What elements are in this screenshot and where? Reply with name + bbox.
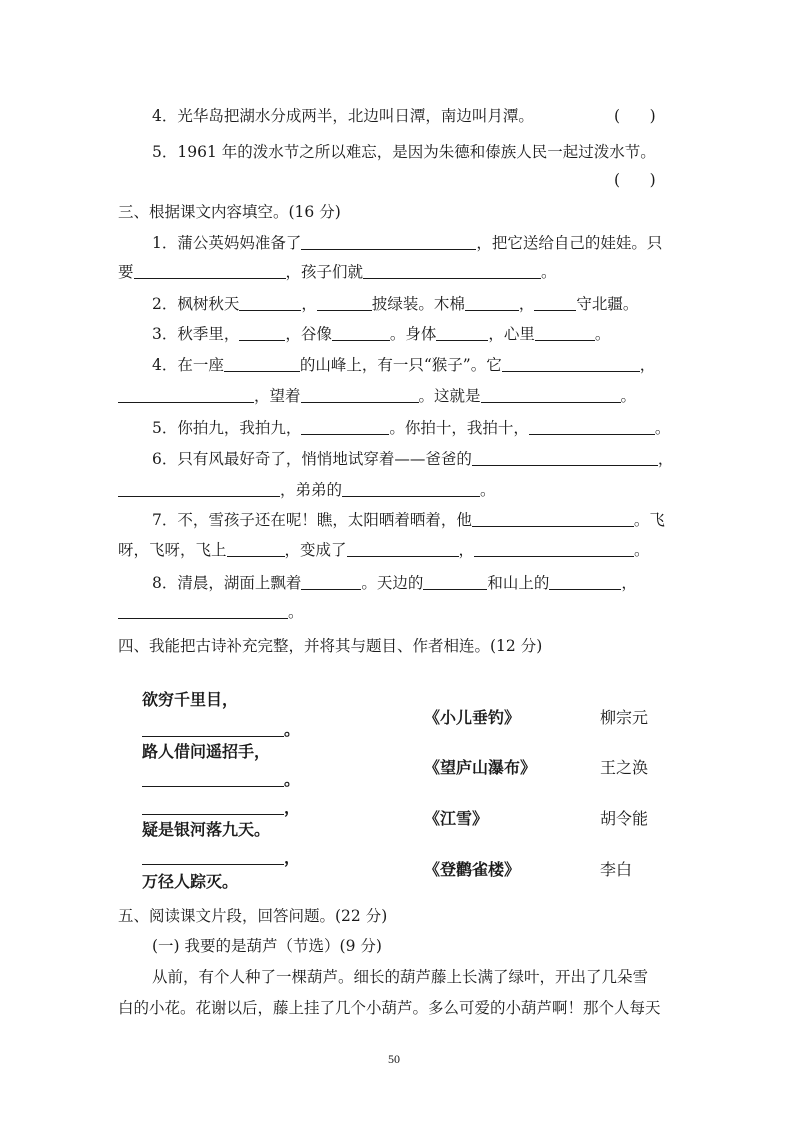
fill-q7-line2 — [118, 540, 650, 560]
blank[interactable] — [529, 419, 655, 435]
text: 。 — [594, 325, 611, 343]
blank[interactable] — [363, 263, 541, 279]
blank[interactable] — [534, 295, 576, 311]
judge-item-4: 4．光华岛把湖水分成两半，北边叫日潭，南边叫月潭。 — [152, 107, 534, 125]
text: ， — [657, 450, 674, 468]
text: 。 — [620, 387, 637, 405]
fill-q8-line1 — [152, 573, 637, 593]
page-number: 50 — [388, 1052, 400, 1066]
poem-title-3[interactable]: 《江雪》 — [424, 809, 489, 828]
blank[interactable] — [301, 234, 476, 250]
text: ，孩子们就 — [285, 263, 364, 281]
text: 要 — [118, 263, 134, 281]
blank[interactable] — [239, 325, 285, 341]
text: ，弟弟的 — [280, 481, 343, 499]
text: 。 — [284, 720, 301, 739]
poem-title-4[interactable]: 《登鹳雀楼》 — [424, 860, 521, 879]
text: 5．你拍九，我拍九， — [152, 419, 302, 437]
text: 6．只有风最好奇了，悄悄地试穿着——爸爸的 — [152, 450, 472, 468]
section3-title: 三、根据课文内容填空。(16 分) — [118, 203, 341, 221]
section5-title: 五、阅读课文片段，回答问题。(22 分) — [118, 907, 388, 925]
text: 4．在一座 — [152, 356, 224, 374]
blank[interactable] — [142, 850, 284, 865]
fill-q3 — [152, 324, 610, 344]
blank[interactable] — [134, 263, 286, 279]
text: 。你拍十，我拍十， — [389, 419, 529, 437]
text: 。飞 — [633, 511, 665, 529]
text: ， — [621, 574, 637, 592]
blank[interactable] — [332, 325, 390, 341]
blank[interactable] — [301, 574, 361, 590]
poem-line-2: 路人借问遥招手， — [142, 742, 271, 761]
poem-title-1[interactable]: 《小儿垂钓》 — [424, 708, 521, 727]
blank[interactable] — [535, 325, 595, 341]
blank[interactable] — [118, 481, 280, 497]
fill-q7-line1 — [152, 510, 665, 530]
blank[interactable] — [436, 325, 488, 341]
text: 。 — [541, 263, 557, 281]
blank[interactable] — [347, 541, 459, 557]
poem-author-3[interactable]: 胡令能 — [600, 809, 649, 828]
judge-item-5: 5．1961 年的泼水节之所以难忘，是因为朱德和傣族人民一起过泼水节。 — [152, 143, 656, 161]
blank[interactable] — [142, 800, 284, 815]
poem-blank-4 — [142, 848, 300, 868]
text: 。 — [480, 481, 496, 499]
text: ，变成了 — [284, 541, 347, 559]
fill-q6-line2 — [118, 480, 496, 500]
poem-author-4[interactable]: 李白 — [600, 860, 633, 879]
text: 和山上的 — [487, 574, 550, 592]
reading-paragraph-line-1: 从前，有个人种了一棵葫芦。细长的葫芦藤上长满了绿叶，开出了几朵雪 — [152, 968, 649, 986]
poem-author-2[interactable]: 王之涣 — [600, 758, 649, 777]
fill-q1-line2 — [118, 262, 557, 282]
fill-q2 — [152, 294, 638, 314]
blank[interactable] — [423, 574, 487, 590]
poem-blank-2 — [142, 770, 300, 790]
blank[interactable] — [227, 541, 285, 557]
poem-title-2[interactable]: 《望庐山瀑布》 — [424, 758, 537, 777]
text: 1．蒲公英妈妈准备了 — [152, 234, 302, 252]
text: ， — [639, 356, 656, 374]
blank[interactable] — [472, 511, 634, 527]
reading-subtitle: (一) 我要的是葫芦（节选）(9 分) — [152, 937, 382, 955]
text: 。身体 — [389, 325, 437, 343]
text: 。 — [634, 541, 650, 559]
text: ， — [284, 798, 301, 817]
answer-paren-5[interactable]: ( ) — [614, 171, 656, 189]
text: ， — [301, 295, 317, 313]
text: 守北疆。 — [576, 295, 639, 313]
text: 。 — [654, 419, 671, 437]
text: 呀，飞呀，飞上 — [118, 541, 227, 559]
blank[interactable] — [502, 356, 640, 372]
blank[interactable] — [142, 722, 284, 737]
poem-author-1[interactable]: 柳宗元 — [600, 708, 649, 727]
text: ，把它送给自己的娃娃。只 — [476, 234, 663, 252]
blank[interactable] — [549, 574, 621, 590]
poem-line-1: 欲穷千里目， — [142, 690, 239, 709]
text: ，心里 — [488, 325, 535, 343]
blank[interactable] — [317, 295, 372, 311]
text: 2．枫树秋天 — [152, 295, 240, 313]
blank[interactable] — [342, 481, 480, 497]
text: 的山峰上，有一只“猴子”。它 — [299, 356, 502, 374]
text: ， — [284, 848, 301, 867]
blank[interactable] — [224, 356, 300, 372]
text: ，谷像 — [285, 325, 332, 343]
text: 。天边的 — [361, 574, 424, 592]
blank[interactable] — [301, 387, 419, 403]
poem-blank-1 — [142, 720, 300, 740]
blank[interactable] — [481, 387, 621, 403]
text: 7．不，雪孩子还在呢！瞧，太阳晒着晒着，他 — [152, 511, 472, 529]
text: ， — [518, 295, 535, 313]
fill-q4-line2 — [118, 386, 636, 406]
blank[interactable] — [301, 419, 389, 435]
fill-q4-line1 — [152, 355, 655, 375]
text: 。 — [284, 770, 301, 789]
blank[interactable] — [472, 450, 658, 466]
fill-q8-line2 — [118, 602, 304, 622]
text: 。 — [288, 603, 304, 621]
fill-q6-line1 — [152, 449, 673, 469]
answer-paren-4[interactable]: ( ) — [614, 107, 656, 125]
blank[interactable] — [465, 295, 519, 311]
fill-q5 — [152, 418, 670, 438]
blank[interactable] — [239, 295, 301, 311]
section4-title: 四、我能把古诗补充完整，并将其与题目、作者相连。(12 分) — [118, 637, 543, 655]
fill-q1-line1 — [152, 233, 662, 253]
poem-blank-3 — [142, 798, 300, 818]
text: ，望着 — [254, 387, 301, 405]
text: ， — [458, 541, 475, 559]
text: 。这就是 — [418, 387, 481, 405]
text: 3．秋季里， — [152, 325, 240, 343]
text: 8．清晨，湖面上飘着 — [152, 574, 302, 592]
blank[interactable] — [142, 772, 284, 787]
blank[interactable] — [118, 387, 254, 403]
poem-line-4: 万径人踪灭。 — [142, 872, 239, 891]
reading-paragraph-line-2: 白的小花。花谢以后，藤上挂了几个小葫芦。多么可爱的小葫芦啊！那个人每天 — [118, 999, 661, 1017]
poem-line-3: 疑是银河落九天。 — [142, 820, 271, 839]
text: 披绿装。木棉 — [371, 295, 465, 313]
blank[interactable] — [474, 541, 634, 557]
blank[interactable] — [118, 603, 288, 619]
